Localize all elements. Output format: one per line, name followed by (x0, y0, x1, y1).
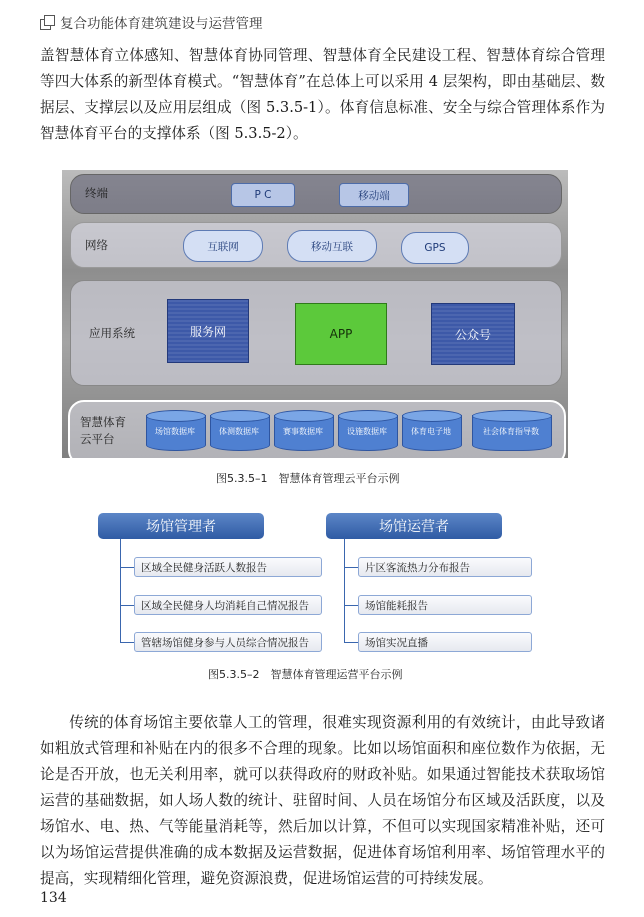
mobile-internet-node: 移动互联 (287, 230, 377, 262)
page-number: 134 (40, 890, 67, 906)
terminal-layer (70, 174, 562, 214)
operator-item: 场馆能耗报告 (358, 595, 532, 615)
cloud-platform-layer (68, 400, 566, 458)
connector-line (344, 642, 358, 643)
connector-line (120, 539, 121, 642)
cloud-platform-diagram (62, 170, 568, 458)
db-label-event: 赛事数据库 (283, 427, 323, 436)
gps-node: GPS (401, 232, 469, 264)
figure-caption-2: 图5.3.5–2 智慧体育管理运营平台示例 (208, 668, 403, 681)
db-label-venue: 场馆数据库 (155, 427, 195, 436)
paragraph-body: 传统的体育场馆主要依靠人工的管理，很难实现资源利用的有效统计，由此导致诸如粗放式管理和补贴在内的很多不合理的现象。比如以场馆面积和座位数作为依据，无论是否开放，也无关利用率，就可以获得政府的财政补贴。如果通过智能技术获取场馆运营的基础数据，如人场人数的统计、驻留时间、人员在场馆分布区域及活跃度，以及场馆水、电、热、气等能量消耗等，然后加以计算，不但可以实现国家精准补贴，还可以为场馆运营提供准确的成本数据及运营数据，促进体育场馆利用率、场馆管理水平的提高，实现精细化管理，避免资源浪费，促进场馆运营的可持续发展。 (40, 714, 605, 887)
connector-line (120, 642, 134, 643)
paragraph-intro: 盖智慧体育立体感知、智慧体育协同管理、智慧体育全民建设工程、智慧体育综合管理等四大体系的新型体育模式。“智慧体育”在总体上可以采用 4 层架构，即由基础层、数据层、支撑层以及应用层组成（图 5.3.5-1）。体育信息标准、安全与综合管理体系作为智慧体育平台的支撑体系（图 5.3.5-2）。 (40, 47, 605, 142)
db-label-facility: 设施数据库 (347, 427, 387, 436)
official-account-box: 公众号 (431, 303, 515, 365)
manager-item: 管辖场馆健身参与人员综合情况报告 (134, 632, 322, 652)
application-label: 应用系统 (89, 326, 135, 340)
manager-item: 区域全民健身人均消耗自己情况报告 (134, 595, 322, 615)
book-icon (40, 15, 54, 29)
connector-line (344, 605, 358, 606)
database-icon (274, 410, 332, 454)
connector-line (120, 567, 134, 568)
database-icon (472, 410, 550, 454)
database-icon (146, 410, 204, 454)
db-label-fitness-test: 体测数据库 (219, 427, 259, 436)
database-icon (338, 410, 396, 454)
pc-node: P C (231, 183, 295, 207)
service-web-box: 服务网 (167, 299, 249, 363)
header-title: 复合功能体育建筑建设与运营管理 (60, 16, 263, 32)
connector-line (120, 605, 134, 606)
terminal-label: 终端 (85, 186, 108, 200)
application-layer (70, 280, 562, 386)
internet-node: 互联网 (183, 230, 263, 262)
manager-item: 区域全民健身活跃人数报告 (134, 557, 322, 577)
operator-item: 片区客流热力分布报告 (358, 557, 532, 577)
mobile-node: 移动端 (339, 183, 409, 207)
network-layer (70, 222, 562, 268)
database-icon (210, 410, 268, 454)
app-box: APP (295, 303, 387, 365)
cloud-platform-label: 智慧体育 云平台 (80, 415, 126, 446)
venue-manager-header: 场馆管理者 (98, 513, 264, 539)
venue-operator-header: 场馆运营者 (326, 513, 502, 539)
db-label-instructor: 社会体育指导数 (483, 427, 539, 436)
figure-caption-1: 图5.3.5–1 智慧体育管理云平台示例 (216, 472, 400, 485)
network-label: 网络 (85, 238, 108, 252)
database-icon (402, 410, 460, 454)
connector-line (344, 567, 358, 568)
connector-line (344, 539, 345, 642)
operator-item: 场馆实况直播 (358, 632, 532, 652)
db-label-sports-map: 体育电子地 (411, 427, 451, 436)
running-header (40, 12, 263, 32)
